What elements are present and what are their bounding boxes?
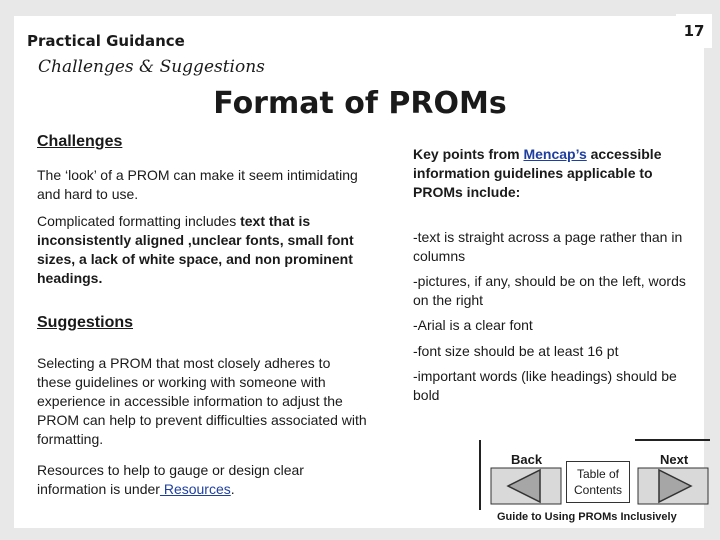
- keypoints-rest: accessible information guidelines applicable to PROMs include:: [413, 146, 662, 200]
- guide-title: Guide to Using PROMs Inclusively: [497, 511, 677, 523]
- keypoints-lead: Key points from: [413, 146, 524, 162]
- keypoint-item: -Arial is a clear font: [413, 317, 533, 333]
- resources-end: .: [230, 481, 235, 497]
- resources-link[interactable]: Resources: [159, 481, 231, 497]
- back-label: Back: [511, 452, 543, 467]
- mencap-link[interactable]: Mencap’s: [523, 146, 587, 162]
- keypoint-item: -important words (like headings) should be bold: [413, 368, 677, 403]
- subsection-title: Challenges & Suggestions: [38, 57, 265, 77]
- challenges-paragraph-1: The ‘look’ of a PROM can make it seem intimidating and hard to use.: [37, 167, 358, 202]
- table-of-contents-button[interactable]: Table of Contents: [566, 461, 630, 503]
- page-number: 17: [676, 14, 712, 48]
- next-button[interactable]: [637, 462, 709, 506]
- suggestions-paragraph-1: Selecting a PROM that most closely adheres to these guidelines or working with someone with experience in accessible information to adjust the PROM can help to prevent difficulties associated with formatting.: [37, 355, 367, 447]
- section-title: Practical Guidance: [27, 32, 185, 50]
- p2-lead: Complicated formatting includes: [37, 213, 241, 229]
- keypoint-item: -font size should be at least 16 pt: [413, 343, 619, 359]
- challenges-heading: Challenges: [37, 133, 123, 150]
- left-triangle-icon: [490, 462, 562, 506]
- suggestions-heading: Suggestions: [37, 314, 134, 331]
- keypoint-item: -text is straight across a page rather than in columns: [413, 229, 683, 264]
- p2-bold: text that is inconsistently aligned ,unclear fonts, small font sizes, a lack of white space, and non prominent headings.: [37, 213, 354, 286]
- back-button[interactable]: [490, 462, 562, 506]
- resources-lead: Resources to help to gauge or design clear information is under: [37, 462, 304, 497]
- page-title: Format of PROMs: [213, 86, 507, 121]
- next-label: Next: [660, 452, 689, 467]
- keypoint-item: -pictures, if any, should be on the left, words on the right: [413, 273, 686, 308]
- right-triangle-icon: [637, 462, 709, 506]
